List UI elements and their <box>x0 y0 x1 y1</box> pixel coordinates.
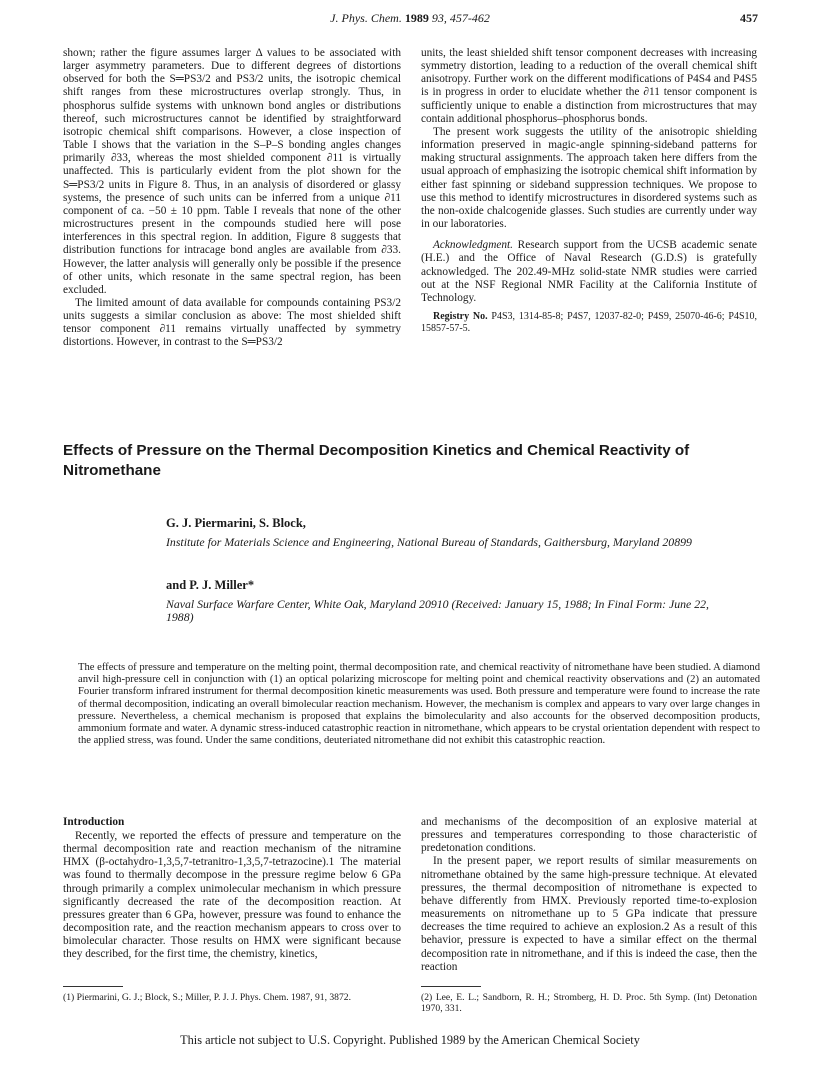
section-heading-introduction: Introduction <box>63 816 125 828</box>
journal-volume: 93, <box>431 11 447 25</box>
registry-numbers <box>421 311 757 336</box>
authors-primary: G. J. Piermarini, S. Block, <box>166 516 306 530</box>
acknowledgment-label: Acknowledgment. <box>433 239 513 252</box>
journal-year: 1989 <box>404 11 429 25</box>
journal-name: J. Phys. Chem. <box>330 11 402 25</box>
journal-pages: 457-462 <box>449 11 490 25</box>
introduction-paragraph: In the present paper, we report results of similar measurements on nitromethane obtained by the same high-pressure technique. At elevated pressures, the thermal decomposition of nitromethane is expected to behave differently from HMX. Previously reported time-to-explosion measurements on nitromethane up to 5 GPa indicate that pressure decreases the time required to achieve an explosion.2 As a result of this behavior, pressure is expected to have a similar effect on the thermal decomposition rate in nitromethane, and if this is indeed the case, then the reaction <box>421 855 757 973</box>
footnote-2: (2) Lee, E. L.; Sandborn, R. H.; Stromberg, H. D. Proc. 5th Symp. (Int) Detonation 1970, 331. <box>421 992 757 1015</box>
introduction-right-column <box>421 816 757 974</box>
introduction-paragraph: Recently, we reported the effects of pressure and temperature on the thermal decomposition rate and reaction mechanism of the nitramine HMX (β-octahydro-1,3,5,7-tetranitro-1,3,5,7-tetrazocine).1 The material was found to thermally decompose in the pressure regime below 6 GPa through primarily a complex unimolecular mechanism in which pressure significantly decreased the rate of the decomposition reaction. At pressures greater than 6 GPa, however, pressure was found to enhance the decomposition rate, and the reaction mechanism appears to cross over to bimolecular character. Those results on HMX were significant because they described, for the first time, the chemistry, kinetics, <box>63 830 401 961</box>
abstract: The effects of pressure and temperature on the melting point, thermal decomposition rate, and chemical reactivity of nitromethane have been studied. A diamond anvil high-pressure cell in conjunction with (1) an optical polarizing microscope for melting point and chemical reactivity observations and (2) an automated Fourier transform infrared instrument for thermal decomposition kinetic measurements was used. Both pressure and temperature were found to increase the rate of thermal decomposition, indicating an overall bimolecular reaction mechanism. However, the mechanism is complex and appears to vary over large changes in pressure. Nevertheless, a chemical mechanism is proposed that explains the bimolecularity and also accounts for the observed decomposition products, ammonium formate and water. A dynamic stress-induced catastrophic reaction in nitromethane, which appears to be crystal orientation dependent with respect to the applied stress, was found. Under the same conditions, deuteriated nitromethane did not exhibit this catastrophic reaction. <box>78 662 760 747</box>
copyright-notice: This article not subject to U.S. Copyright. Published 1989 by the American Chemical Society <box>180 1033 640 1047</box>
affiliation-primary: Institute for Materials Science and Engineering, National Bureau of Standards, Gaithersburg, Maryland 20899 <box>166 535 692 549</box>
footnote-rule <box>421 986 481 987</box>
footnote-rule <box>63 986 123 987</box>
introduction-left-column <box>63 830 401 962</box>
prev-article-paragraph: shown; rather the figure assumes larger Δ values to be associated with larger asymmetry parameters. Due to different degrees of distortions observed for both the S═PS3/2 and PS3/2 units, the isotropic chemical shift ranges from these microstructures overlap strongly. Thus, in phosphorus sulfide systems with unknown bond angles or distributions thereof, such microstructures cannot be identified by straightforward isotropic chemical shift comparisons. However, a close inspection of Table I shows that the variation in the S–P–S bonding angles changes primarily ∂33, whereas the most shielded component ∂11 is virtually unaffected. This is particularly evident from the plot shown for the S═PS3/2 units in Figure 8. Thus, in an analysis of disordered or glassy systems, the presence of such units can be inferred from a unique ∂11 component of ca. −50 ± 10 ppm. Table I reveals that none of the other microstructures present in the compounds studied here will pose interferences in this spectral region. In addition, Figure 8 suggests that distribution functions for intracage bond angles are available from ∂33. However, the latter analysis will generally only be possible if the presence of other units, which resonate in the same spectral region, has been excluded. <box>63 47 401 296</box>
page-number: 457 <box>740 11 758 25</box>
prev-article-paragraph: The limited amount of data available for compounds containing PS3/2 units suggests a similar conclusion as above: The most shielded shift tensor component ∂11 remains virtually unaffected by symmetry distortions. However, in contrast to the S═PS3/2 <box>63 296 401 349</box>
affiliation-secondary: Naval Surface Warfare Center, White Oak, Maryland 20910 (Received: January 15, 1988; In Final Form: June 22, 1988) <box>166 597 709 625</box>
registry-text: P4S3, 1314-85-8; P4S7, 12037-82-0; P4S9, 25070-46-6; P4S10, 15857-57-5. <box>421 310 757 335</box>
prev-article-left-column <box>63 47 401 350</box>
acknowledgment-text: Research support from the UCSB academic senate (H.E.) and the Office of Naval Research (G.D.S) is gratefully acknowledged. The 202.49-MHz solid-state NMR studies were carried out at the NSF Regional NMR Facility at the California Institute of Technology. <box>421 239 757 304</box>
running-header <box>0 11 820 26</box>
prev-article-paragraph: units, the least shielded shift tensor component decreases with increasing symmetry distortion, leading to a reduction of the overall chemical shift anisotropy. Further work on the different modifications of P4S4 and P4S5 is in progress in order to elucidate whether the ∂11 tensor component is sufficiently unique to enable a distinction from microstructures that may contain additional phosphorus–phosphorus bonds. <box>421 47 757 125</box>
article-title: Effects of Pressure on the Thermal Decomposition Kinetics and Chemical Reactivity of Nitromethane <box>63 442 690 479</box>
prev-article-right-column <box>421 47 757 336</box>
authors-secondary: and P. J. Miller* <box>166 578 255 592</box>
introduction-paragraph: and mechanisms of the decomposition of an explosive material at pressures and temperatures corresponding to those characteristic of predetonation conditions. <box>421 816 757 855</box>
footnote-1: (1) Piermarini, G. J.; Block, S.; Miller, P. J. J. Phys. Chem. 1987, 91, 3872. <box>63 992 351 1003</box>
registry-label: Registry No. <box>433 310 488 322</box>
prev-article-paragraph: The present work suggests the utility of the anisotropic shielding information preserved in magic-angle spinning-sideband patterns for making structural assignments. The approach taken here differs from the usual approach of emphasizing the isotropic chemical shift information by either fast spinning or sideband suppression techniques. We propose to use this method to identify microstructures in disordered systems such as the non-oxide chalcogenide glasses. Such studies are currently under way in our laboratories. <box>421 125 757 231</box>
acknowledgment <box>421 239 757 305</box>
